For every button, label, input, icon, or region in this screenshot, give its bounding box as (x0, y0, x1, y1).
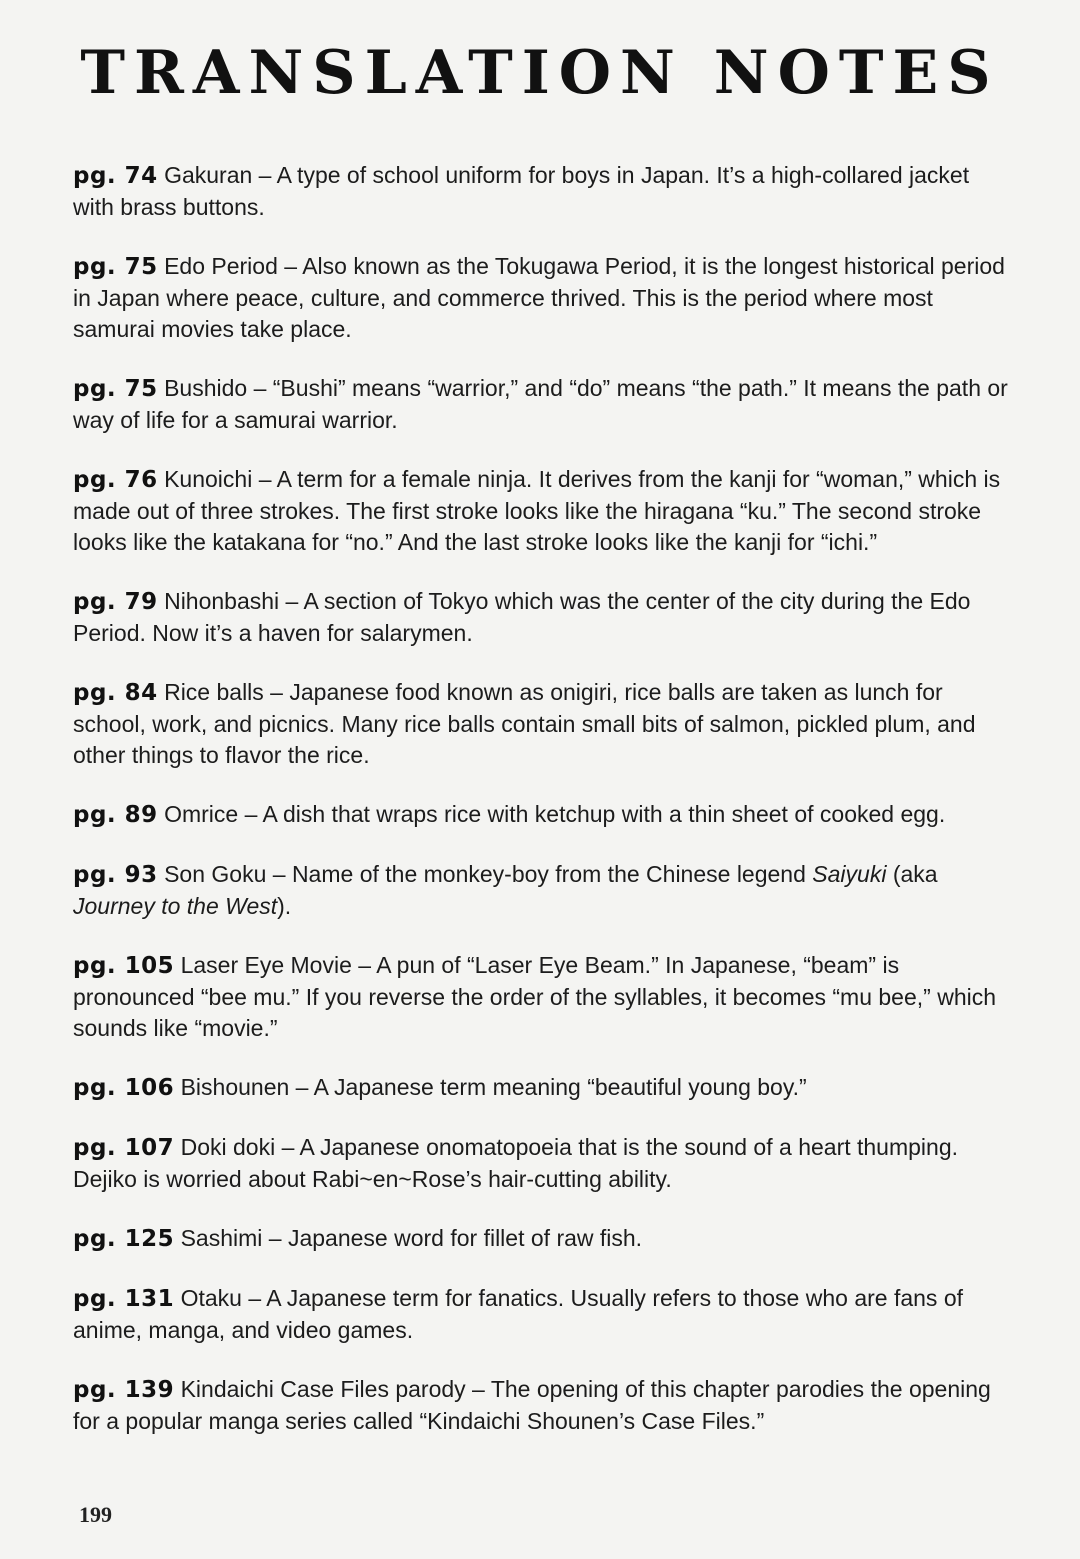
translation-notes-list (73, 160, 1008, 1465)
note-page-ref: pg. 93 (73, 862, 158, 888)
note-item (73, 799, 1008, 831)
note-item (73, 859, 1008, 922)
note-definition: – Japanese word for fillet of raw fish. (262, 1225, 643, 1251)
note-term: Bushido (164, 375, 248, 401)
note-page-ref: pg. 107 (73, 1135, 175, 1161)
note-page-ref: pg. 76 (73, 467, 158, 493)
note-definition: – Japanese food known as onigiri, rice balls are taken as lunch for school, work, and picnics. Many rice balls contain small bits of salmon, pickled plum, and other things to flavor the rice. (73, 679, 976, 768)
note-page-ref: pg. 125 (73, 1226, 175, 1252)
note-definition: – Also known as the Tokugawa Period, it is the longest historical period in Japan where peace, culture, and commerce thrived. This is the period where most samurai movies take place. (73, 253, 1005, 342)
note-page-ref: pg. 74 (73, 163, 158, 189)
note-definition: – A Japanese term meaning “beautiful young boy.” (289, 1074, 807, 1100)
note-term: Sashimi (180, 1225, 263, 1251)
note-term: Omrice (164, 801, 239, 827)
note-definition: – A term for a female ninja. It derives from the kanji for “woman,” which is made out of three strokes. The first stroke looks like the hiragana “ku.” The second stroke looks like the katakana for “no.” And the last stroke looks like the kanji for “ichi.” (73, 466, 1001, 555)
note-term: Nihonbashi (164, 588, 280, 614)
note-item (73, 586, 1008, 649)
note-definition: – A Japanese onomatopoeia that is the sound of a heart thumping. Dejiko is worried about Rabi~en~Rose’s hair-cutting ability. (73, 1134, 959, 1192)
note-term: Edo Period (164, 253, 278, 279)
note-definition: – A type of school uniform for boys in Japan. It’s a high-collared jacket with brass buttons. (73, 162, 970, 220)
note-term: Gakuran (164, 162, 253, 188)
note-definition: – The opening of this chapter parodies the opening for a popular manga series called “Kindaichi Shounen’s Case Files.” (73, 1376, 991, 1434)
note-term: Rice balls (164, 679, 264, 705)
note-item (73, 251, 1008, 345)
note-page-ref: pg. 75 (73, 254, 158, 280)
note-item (73, 160, 1008, 223)
note-term: Doki doki (180, 1134, 276, 1160)
note-item (73, 1132, 1008, 1195)
note-definition: – A section of Tokyo which was the center of the city during the Edo Period. Now it’s a haven for salarymen. (73, 588, 971, 646)
note-item (73, 1374, 1008, 1437)
page-title: TRANSLATION NOTES (80, 38, 1000, 108)
note-page-ref: pg. 139 (73, 1377, 175, 1403)
note-definition: – A dish that wraps rice with ketchup with a thin sheet of cooked egg. (238, 801, 946, 827)
note-page-ref: pg. 84 (73, 680, 158, 706)
note-definition: – A Japanese term for fanatics. Usually refers to those who are fans of anime, manga, and video games. (73, 1285, 963, 1343)
note-item (73, 373, 1008, 436)
note-definition-cont: (aka (886, 861, 938, 887)
note-page-ref: pg. 79 (73, 589, 158, 615)
note-item (73, 464, 1008, 558)
note-definition: – Name of the monkey-boy from the Chinese legend (266, 861, 813, 887)
note-term: Kindaichi Case Files parody (180, 1376, 466, 1402)
note-term: Son Goku (164, 861, 267, 887)
note-italic-title: Journey to the West (73, 893, 278, 919)
note-item (73, 950, 1008, 1044)
note-page-ref: pg. 75 (73, 376, 158, 402)
note-definition: – “Bushi” means “warrior,” and “do” means “the path.” It means the path or way of life for a samurai warrior. (73, 375, 1008, 433)
note-term: Kunoichi (164, 466, 253, 492)
note-term: Bishounen (180, 1074, 290, 1100)
note-page-ref: pg. 131 (73, 1286, 175, 1312)
note-term: Otaku (180, 1285, 242, 1311)
note-page-ref: pg. 106 (73, 1075, 175, 1101)
note-item (73, 677, 1008, 771)
note-item (73, 1283, 1008, 1346)
note-page-ref: pg. 89 (73, 802, 158, 828)
note-term: Laser Eye Movie (180, 952, 352, 978)
note-page-ref: pg. 105 (73, 953, 175, 979)
note-item (73, 1072, 1008, 1104)
note-italic-title: Saiyuki (812, 861, 887, 887)
page-number: 199 (79, 1502, 112, 1527)
note-item (73, 1223, 1008, 1255)
note-definition: – A pun of “Laser Eye Beam.” In Japanese, “beam” is pronounced “bee mu.” If you reverse the order of the syllables, it becomes “mu bee,” which sounds like “movie.” (73, 952, 997, 1041)
note-definition-end: ). (277, 893, 292, 919)
